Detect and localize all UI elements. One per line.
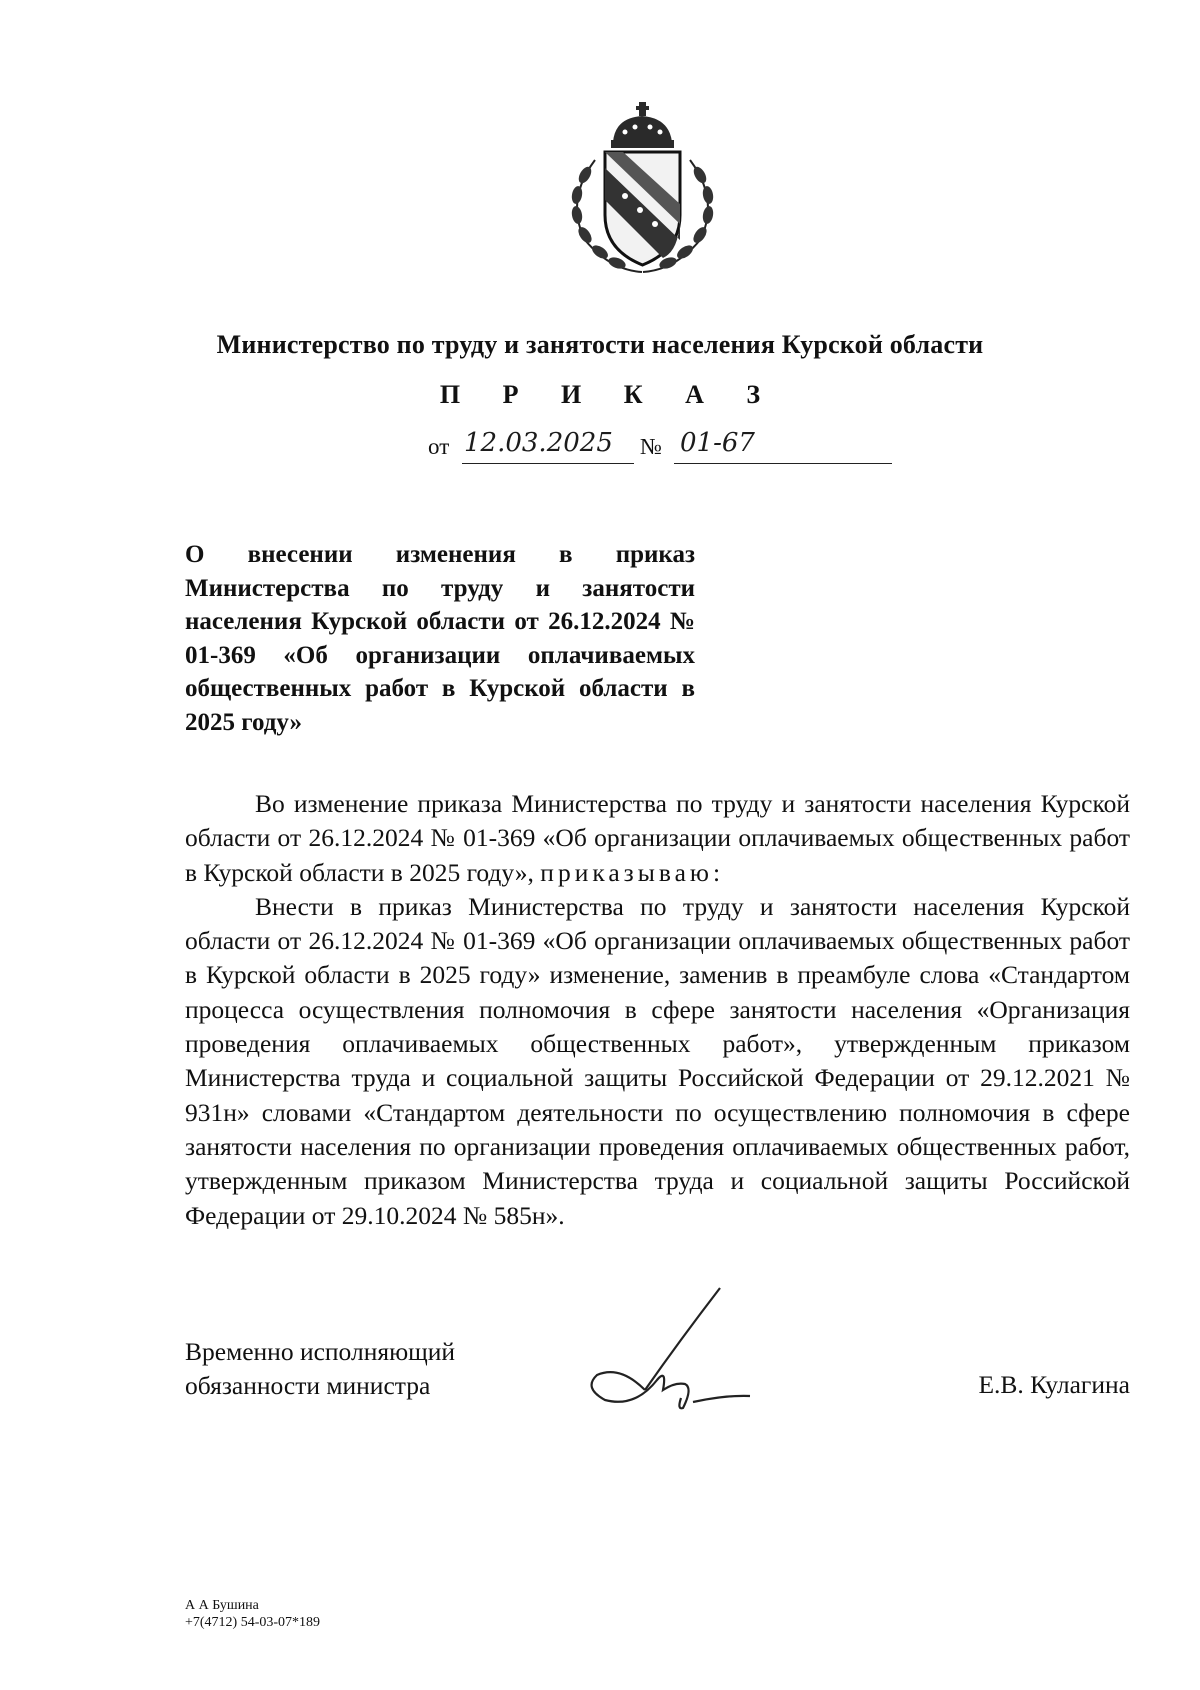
- signatory-name: Е.В. Кулагина: [978, 1370, 1130, 1399]
- order-subject: О внесении изменения в приказ Министерства по труду и занятости населения Курской области от 26.12.2024 № 01-369 «Об организации оплачиваемых общественных работ в Курской области в 2025 году»: [185, 541, 695, 736]
- date-prefix: от: [428, 434, 450, 459]
- order-date-number-line: [428, 428, 894, 464]
- executor-info: [185, 1597, 320, 1631]
- handwritten-signature-icon: [585, 1280, 815, 1430]
- coat-of-arms-icon: [555, 100, 730, 278]
- position-line-2: обязанности министра: [185, 1371, 431, 1400]
- ministry-name: Министерство по труду и занятости населения Курской области: [216, 330, 984, 359]
- executor-name: А А Бушина: [185, 1598, 259, 1613]
- body-paragraph-2: Внести в приказ Министерства по труду и занятости населения Курской области от 26.12.2024 № 01-369 «Об организации оплачиваемых общественных работ в Курской области в 2025 году» изменение, заменив в преамбуле слова «Стандартом процесса осуществления полномочия в сфере занятости населения «Организация проведения оплачиваемых общественных работ», утвержденным приказом Министерства труда и социальной защиты Российской Федерации от 29.12.2021 № 931н» словами «Стандартом деятельности по осуществлению полномочия в сфере занятости населения по организации проведения оплачиваемых общественных работ, утвержденным приказом Министерства труда и социальной защиты Российской Федерации от 29.10.2024 № 585н».: [185, 891, 1130, 1230]
- signatory-position: [185, 1335, 455, 1403]
- executor-phone: +7(4712) 54-03-07*189: [185, 1615, 321, 1630]
- document-type-title: П Р И К А З: [439, 380, 779, 409]
- handwritten-number: 01-67: [680, 428, 755, 458]
- order-word: приказываю:: [540, 857, 725, 887]
- order-body: [185, 787, 1130, 1233]
- body-paragraph-1: [185, 787, 1130, 890]
- position-line-1: Временно исполняющий: [185, 1337, 456, 1366]
- date-underline: [462, 463, 634, 464]
- number-prefix: №: [640, 434, 662, 459]
- paragraph-1-text: Во изменение приказа Министерства по труду и занятости населения Курской области от 26.12.2024 № 01-369 «Об организации оплачиваемых общественных работ в Курской области в 2025 году»,: [185, 789, 1130, 887]
- number-underline: [674, 463, 892, 464]
- handwritten-date: 12.03.2025: [464, 428, 613, 458]
